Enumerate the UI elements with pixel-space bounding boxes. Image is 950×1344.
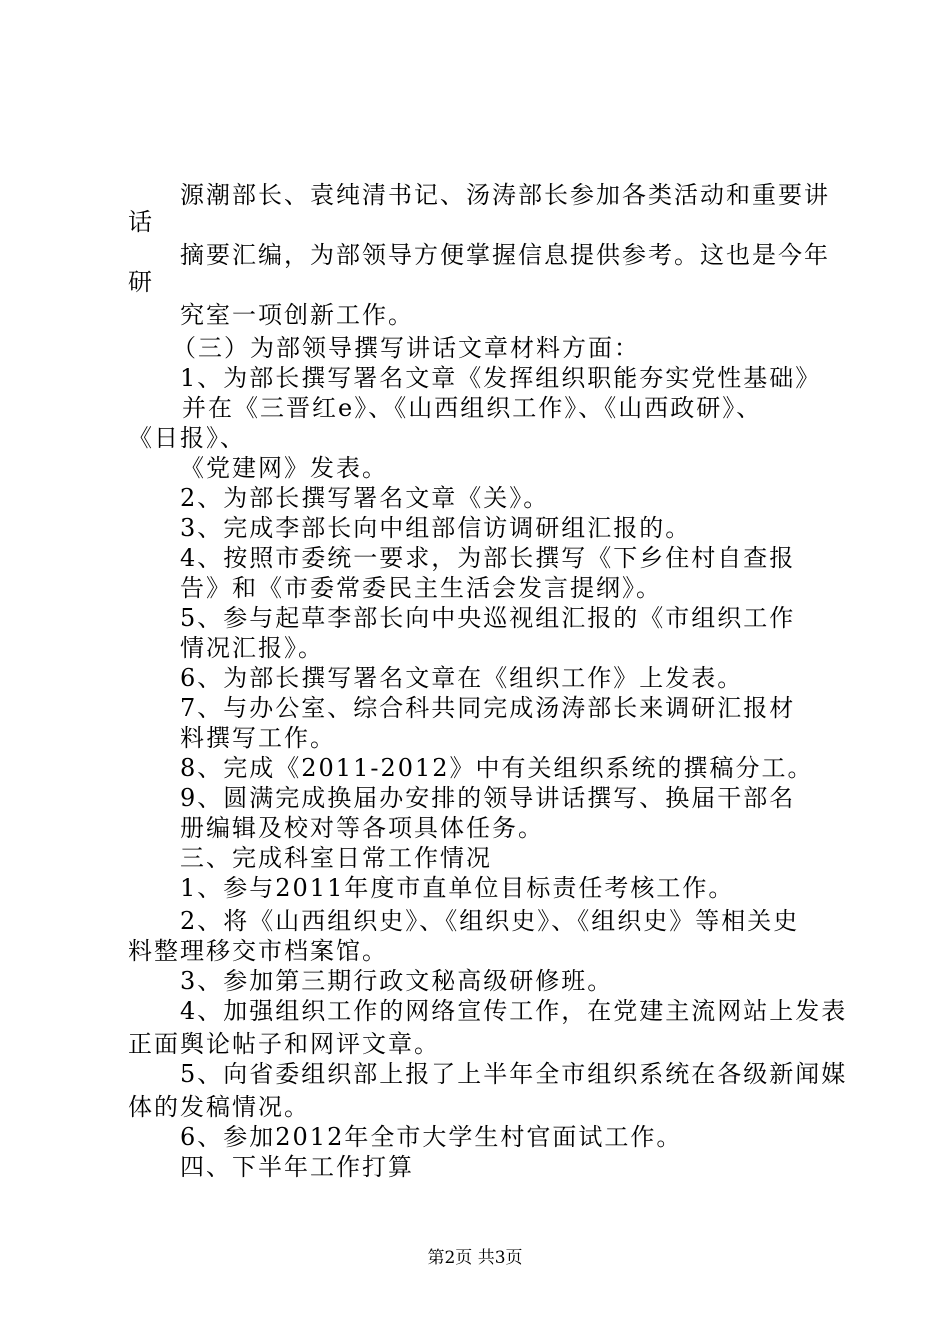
- list-item: 3、参加第三期行政文秘高级研修班。: [180, 967, 614, 995]
- list-item: 7、与办公室、综合科共同完成汤涛部长来调研汇报材: [180, 694, 796, 722]
- text-line: 情况汇报》。: [180, 634, 324, 662]
- list-item: 4、加强组织工作的网络宣传工作，在党建主流网站上发表: [180, 997, 848, 1025]
- list-item: 6、为部长撰写署名文章在《组织工作》上发表。: [180, 664, 744, 692]
- text-line: 《日报》、: [128, 424, 246, 452]
- text-line: 话: [128, 208, 154, 236]
- text-line: 研: [128, 268, 154, 296]
- text-line: 册编辑及校对等各项具体任务。: [180, 814, 544, 842]
- section-heading: （三）为部领导撰写讲话文章材料方面：: [172, 334, 640, 362]
- text-line: 料撰写工作。: [180, 724, 336, 752]
- page-number: 第2页 共3页: [427, 1248, 523, 1268]
- list-item: 3、完成李部长向中组部信访调研组汇报的。: [180, 514, 692, 542]
- text-line: 《党建网》发表。: [180, 454, 388, 482]
- section-heading: 四、下半年工作打算: [180, 1153, 414, 1181]
- list-item: 8、完成《2011-2012》中有关组织系统的撰稿分工。: [180, 754, 814, 782]
- list-item: 5、参与起草李部长向中央巡视组汇报的《市组织工作: [180, 604, 796, 632]
- text-line: 并在《三晋红e》、《山西组织工作》、《山西政研》、: [182, 394, 763, 422]
- text-line: 正面舆论帖子和网评文章。: [128, 1030, 440, 1058]
- text-line: 源潮部长、袁纯清书记、汤涛部长参加各类活动和重要讲: [180, 181, 830, 209]
- text-line: 摘要汇编，为部领导方便掌握信息提供参考。这也是今年: [180, 241, 830, 269]
- list-item: 2、将《山西组织史》、《组织史》、《组织史》等相关史: [180, 907, 800, 935]
- text-line: 告》和《市委常委民主生活会发言提纲》。: [180, 574, 662, 602]
- list-item: 1、为部长撰写署名文章《发挥组织职能夯实党性基础》: [180, 364, 822, 392]
- list-item: 2、为部长撰写署名文章《关》。: [180, 484, 550, 512]
- text-line: 究室一项创新工作。: [180, 301, 414, 329]
- list-item: 5、向省委组织部上报了上半年全市组织系统在各级新闻媒: [180, 1060, 848, 1088]
- text-line: 体的发稿情况。: [128, 1093, 310, 1121]
- list-item: 4、按照市委统一要求，为部长撰写《下乡住村自查报: [180, 544, 796, 572]
- list-item: 1、参与2011年度市直单位目标责任考核工作。: [180, 874, 735, 902]
- list-item: 6、参加2012年全市大学生村官面试工作。: [180, 1123, 683, 1151]
- text-line: 料整理移交市档案馆。: [128, 937, 388, 965]
- list-item: 9、圆满完成换届办安排的领导讲话撰写、换届干部名: [180, 784, 796, 812]
- section-heading: 三、完成科室日常工作情况: [180, 844, 492, 872]
